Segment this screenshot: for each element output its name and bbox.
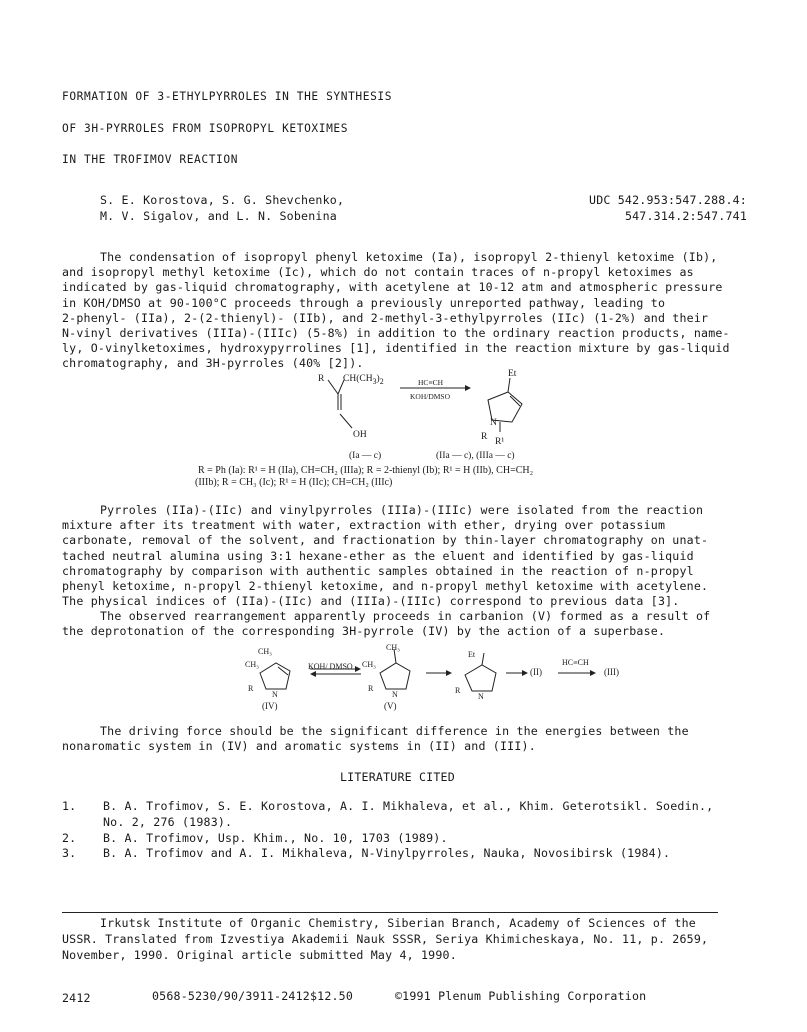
scheme-1-r: R xyxy=(318,374,325,384)
ring-ii xyxy=(465,665,496,691)
scheme-1-oh: OH xyxy=(353,430,367,440)
reference-text: B. A. Trofimov, Usp. Khim., No. 10, 1703 (1989). xyxy=(103,831,448,845)
scheme-2-iii: (III) xyxy=(604,667,619,677)
reference-number: 1. xyxy=(62,799,77,813)
subscript: 2 xyxy=(379,376,384,386)
footnote-line-1: Irkutsk Institute of Organic Chemistry, Siberian Branch, Academy of Sciences of the xyxy=(100,916,696,930)
arrow-head xyxy=(446,670,452,676)
text-line: tached neutral alumina using 3:1 hexane-ether as the eluent and identified by gas-liquid xyxy=(62,548,694,563)
text-line: mixture after its treatment with water, extraction with ether, drying over potassium xyxy=(62,518,666,533)
scheme-2-reagent: KOH/ DMSO xyxy=(308,662,353,671)
text-line: in KOH/DMSO at 90-100°C proceeds through a previously unreported pathway, leading to xyxy=(62,295,666,310)
reference-number: 2. xyxy=(62,831,77,845)
scheme-1-reagent-bottom: KOH/DMSO xyxy=(410,392,451,401)
footnote-line-3: November, 1990. Original article submitted May 4, 1990. xyxy=(62,948,457,962)
authors-line-2: M. V. Sigalov, and L. N. Sobenina xyxy=(100,209,337,223)
scheme-2-et: Et xyxy=(468,650,476,659)
text-line: indicated by gas-liquid chromatography, with acetylene at 10-12 atm and atmospheric pressure xyxy=(62,280,723,295)
arrow-head xyxy=(522,670,528,676)
text-line: N-vinyl derivatives (IIIa)-(IIIc) (5-8%) in addition to the ordinary reaction products, name- xyxy=(62,326,730,341)
scheme-1-label-left: (Ia — c) xyxy=(349,451,382,461)
bond-line xyxy=(508,378,510,392)
text-line: chromatography by comparison with authentic samples obtained in the reaction of n-propyl xyxy=(62,563,694,578)
footnote-line-2: USSR. Translated from Izvestiya Akademii Nauk SSSR, Seriya Khimicheskaya, No. 11, p. 2659, xyxy=(62,932,709,946)
scheme-2-r-1: R xyxy=(248,684,254,693)
publication-code: 0568-5230/90/3911-2412$12.50 xyxy=(152,989,354,1003)
paragraph-4 xyxy=(62,724,712,754)
scheme-1-r1: R¹ xyxy=(495,437,505,447)
scheme-2-ch3-d: CH₃ xyxy=(386,643,400,652)
text-line: the deprotonation of the corresponding 3H-pyrrole (IV) by the action of a superbase. xyxy=(62,624,666,639)
text-line: The driving force should be the significant difference in the energies between the xyxy=(100,724,689,738)
reference-text: B. A. Trofimov, S. E. Korostova, A. I. Mikhaleva, et al., Khim. Geterotsikl. Soedin., xyxy=(103,799,714,813)
text-line: 2-phenyl- (IIa), 2-(2-thienyl)- (IIb), and 2-methyl-3-ethylpyrroles (IIc) (1-2%) and their xyxy=(62,310,709,325)
text-line: Pyrroles (IIa)-(IIc) and vinylpyrroles (IIIa)-(IIIc) were isolated from the reaction xyxy=(100,503,704,517)
paragraph-3 xyxy=(62,609,712,639)
text-line: The observed rearrangement apparently proceeds in carbanion (V) formed as a result of xyxy=(100,609,711,623)
scheme-2-ch3-b: CH₃ xyxy=(245,660,259,669)
bond-line xyxy=(328,380,338,394)
scheme-2-r-3: R xyxy=(455,686,461,695)
isopropyl-text-end: ) xyxy=(376,374,380,384)
ring-iv xyxy=(260,663,290,689)
title-line-1: FORMATION OF 3-ETHYLPYRROLES IN THE SYNTHESIS xyxy=(62,90,393,103)
scheme-1-definitions-1: R = Ph (Ia): R¹ = H (IIa), CH=CH₂ (IIIa); R = 2-thienyl (Ib); R¹ = H (IIb), CH=CH₂ xyxy=(198,465,534,476)
scheme-2-n-2: N xyxy=(392,690,398,699)
reference-number: 3. xyxy=(62,846,77,860)
scheme-2-label-v: (V) xyxy=(384,701,397,711)
bond-line xyxy=(278,667,288,675)
scheme-1-et: Et xyxy=(508,369,517,379)
reference-text: B. A. Trofimov and A. I. Mikhaleva, N-Vinylpyrroles, Nauka, Novosibirsk (1984). xyxy=(103,846,671,860)
udc-line-2: 547.314.2:547.741 xyxy=(624,209,747,223)
ring-v xyxy=(380,663,410,689)
bond-line xyxy=(340,414,352,428)
scheme-2-ch3-c: CH₃ xyxy=(362,660,376,669)
paragraph-2 xyxy=(62,503,712,609)
text-line: phenyl ketoxime, n-propyl 2-thienyl ketoxime, and n-propyl methyl ketoxime with acetylene. xyxy=(62,579,709,594)
scheme-1-label-right: (IIa — c), (IIIa — c) xyxy=(436,451,515,461)
subscript: 3 xyxy=(372,376,377,386)
text-line: ly, O-vinylketoximes, hydroxypyrrolines [1], identified in the reaction mixture by gas-liquid xyxy=(62,341,730,356)
text-line: nonaromatic system in (IV) and aromatic systems in (II) and (III). xyxy=(62,739,536,754)
authors-line-1: S. E. Korostova, S. G. Shevchenko, xyxy=(100,193,345,207)
text-line: The condensation of isopropyl phenyl ketoxime (Ia), isopropyl 2-thienyl ketoxime (Ib), xyxy=(100,250,718,264)
title-line-3: IN THE TROFIMOV REACTION xyxy=(62,153,239,166)
scheme-2-structures xyxy=(240,645,620,710)
scheme-1-reagent-top: HC≡CH xyxy=(418,378,444,387)
bond-line xyxy=(482,653,484,665)
page-number: 2412 xyxy=(62,991,91,1005)
scheme-2-r-2: R xyxy=(368,684,374,693)
footnote-divider xyxy=(62,912,718,913)
paragraph-1 xyxy=(62,250,730,372)
scheme-2-ch3-a: CH₃ xyxy=(258,647,272,656)
udc-line-1: UDC 542.953:547.288.4: xyxy=(589,193,747,207)
scheme-2-label-iv: (IV) xyxy=(262,701,278,711)
arrow-head xyxy=(355,666,361,672)
copyright-notice: ©1991 Plenum Publishing Corporation xyxy=(395,989,647,1003)
text-line: carbonate, removal of the solvent, and fractionation by thin-layer chromatography on unat- xyxy=(62,533,709,548)
scheme-2-n-3: N xyxy=(478,692,484,701)
scheme-2-n-1: N xyxy=(272,690,278,699)
scheme-1-definitions-2: (IIIb); R = CH₃ (Ic); R¹ = H (IIc); CH=CH₂ (IIIc) xyxy=(195,477,393,488)
arrow-head xyxy=(310,671,316,677)
text-line: The physical indices of (IIa)-(IIc) and (IIIa)-(IIIc) correspond to previous data [3]. xyxy=(62,594,680,609)
text-line: chromatography, and 3H-pyrroles (40% [2]). xyxy=(62,356,364,371)
scheme-1-n: N xyxy=(490,418,497,428)
literature-heading: LITERATURE CITED xyxy=(340,770,455,784)
arrow-head xyxy=(465,385,471,391)
scheme-2-ii: (II) xyxy=(530,667,542,677)
text-line: and isopropyl methyl ketoxime (Ic), which do not contain traces of n-propyl ketoximes as xyxy=(62,265,694,280)
scheme-1-isopropyl xyxy=(343,374,384,386)
title-line-2: OF 3H-PYRROLES FROM ISOPROPYL KETOXIMES xyxy=(62,122,349,135)
scheme-1-r-ring: R xyxy=(481,432,488,442)
reference-text: No. 2, 276 (1983). xyxy=(103,815,233,829)
isopropyl-text: CH(CH xyxy=(343,374,373,384)
scheme-2-hc: HC≡CH xyxy=(562,658,589,667)
arrow-head xyxy=(590,670,596,676)
